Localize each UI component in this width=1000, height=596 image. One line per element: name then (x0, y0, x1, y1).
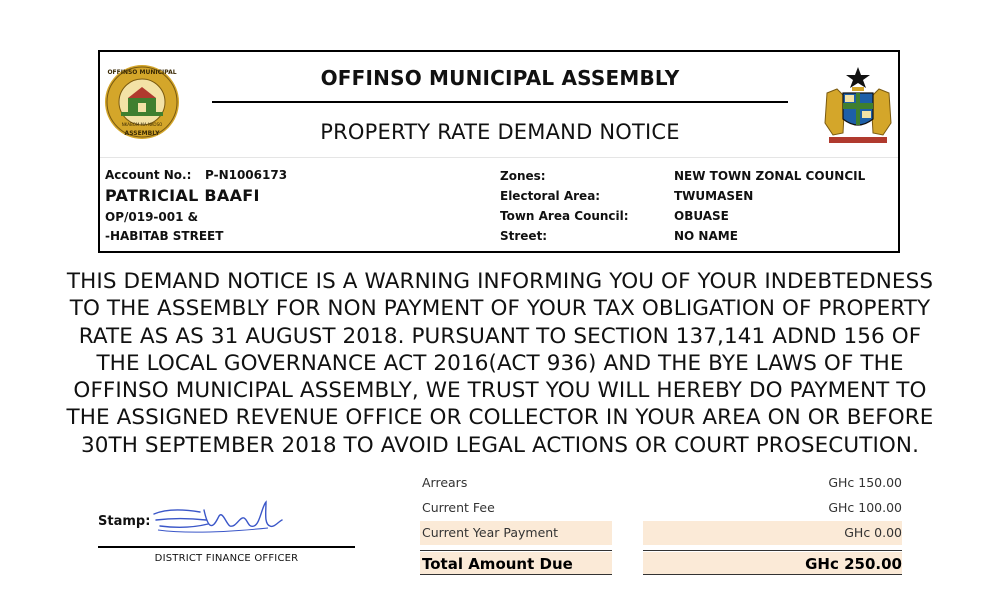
arrears-row (420, 471, 902, 495)
svg-text:OFFINSO MUNICIPAL: OFFINSO MUNICIPAL (107, 69, 177, 76)
svg-text:NKABOM MA NKOSO: NKABOM MA NKOSO (121, 122, 163, 127)
electoral-area-value: TWUMASEN (674, 189, 754, 203)
officer-title: DISTRICT FINANCE OFFICER (154, 553, 299, 564)
zones-value: NEW TOWN ZONAL COUNCIL (674, 169, 866, 183)
assembly-title: OFFINSO MUNICIPAL ASSEMBLY (320, 66, 680, 90)
street-value: NO NAME (674, 229, 738, 243)
municipal-seal-logo (103, 63, 181, 141)
officer-signature (148, 498, 284, 538)
warning-paragraph: THIS DEMAND NOTICE IS A WARNING INFORMING YOU OF YOUR INDEBTEDNESS TO THE ASSEMBLY FOR NON PAYMENT OF YOUR TAX OBLIGATION OF PROPERTY RATE AS AS 31 AUGUST 2018. PURSUANT TO SECTION 137,141 ADND 156 OF THE LOCAL GOVERNANCE ACT 2016(ACT 936) AND THE BYE LAWS OF THE OFFINSO MUNICIPAL ASSEMBLY, WE TRUST YOU WILL HEREBY DO PAYMENT TO THE ASSIGNED REVENUE OFFICE OR COLLECTOR IN YOUR AREA ON OR BEFORE 30TH SEPTEMBER 2018 TO AVOID LEGAL ACTIONS OR COURT PROSECUTION. (66, 269, 934, 458)
town-council-label: Town Area Council: (500, 209, 629, 223)
owner-name: PATRICIAL BAAFI (105, 186, 260, 205)
total-amount-label: Total Amount Due (422, 555, 573, 573)
current-year-payment-row (420, 521, 902, 545)
signature-line (98, 546, 355, 548)
info-divider (100, 157, 898, 158)
street-label: Street: (500, 229, 548, 243)
current-year-payment-value: GHc 0.00 (844, 525, 902, 540)
address-line-1: OP/019-001 & (105, 210, 199, 224)
svg-text:ASSEMBLY: ASSEMBLY (124, 130, 160, 137)
address-line-2: -HABITAB STREET (105, 229, 224, 243)
electoral-area-label: Electoral Area: (500, 189, 601, 203)
current-year-payment-label: Current Year Payment (422, 525, 559, 540)
stamp-label: Stamp: (98, 514, 151, 529)
notice-title: PROPERTY RATE DEMAND NOTICE (320, 120, 680, 144)
total-amount-value: GHc 250.00 (805, 555, 902, 573)
arrears-value: GHc 150.00 (828, 475, 902, 490)
account-no-value: P-N1006173 (205, 168, 288, 182)
current-fee-value: GHc 100.00 (828, 500, 902, 515)
arrears-label: Arrears (422, 475, 468, 490)
account-no-label: Account No.: (105, 168, 192, 182)
current-fee-row (420, 496, 902, 520)
title-divider (212, 101, 788, 103)
total-amount-row (420, 551, 902, 575)
current-fee-label: Current Fee (422, 500, 495, 515)
town-council-value: OBUASE (674, 209, 729, 223)
zones-label: Zones: (500, 169, 546, 183)
coat-of-arms-logo (815, 63, 901, 149)
